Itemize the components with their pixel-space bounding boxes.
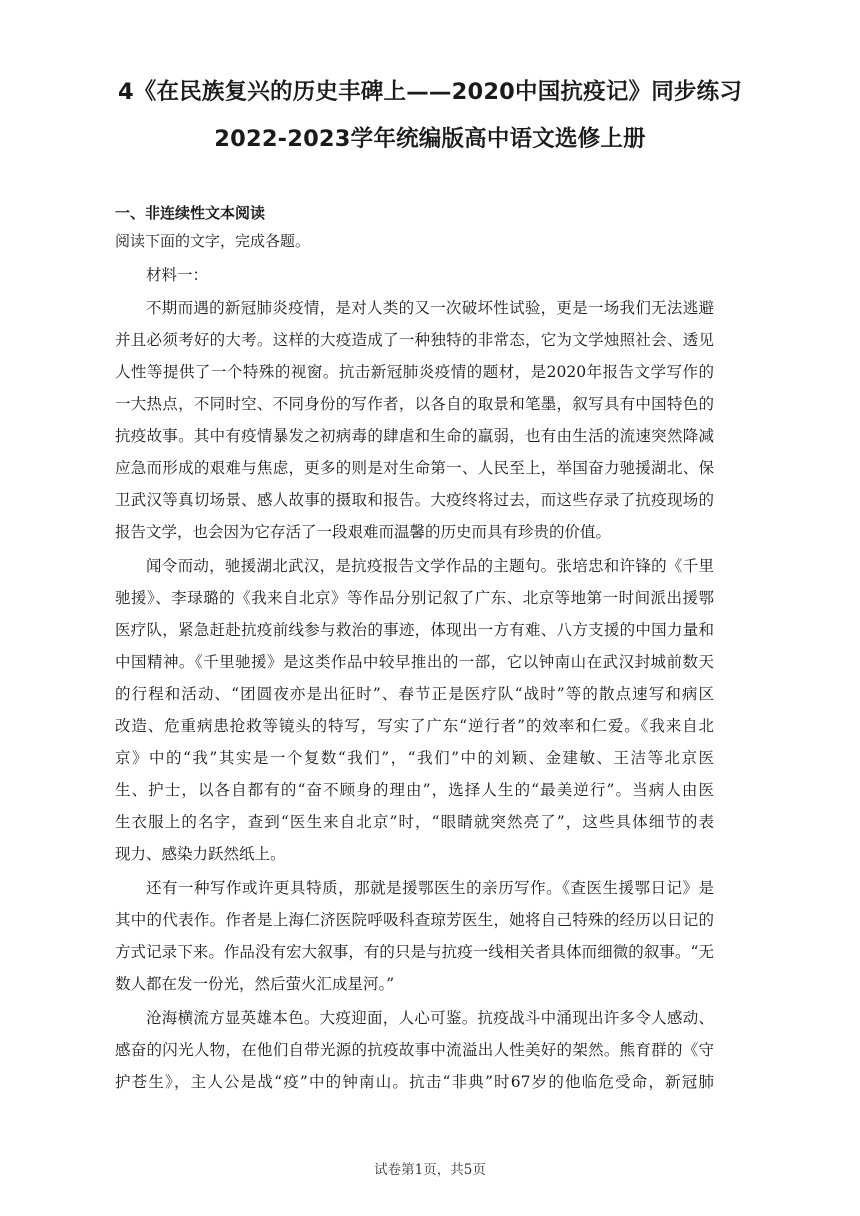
text-line: 一大热点，不同时空、不同身份的写作者，以各自的取景和笔墨，叙写具有中国特色的 [115,395,714,413]
document-title-line-1: 4《在民族复兴的历史丰碑上——2020中国抗疫记》同步练习 [117,79,743,105]
text-line: 人性等提供了一个特殊的视窗。抗击新冠肺炎疫情的题材，是2020年报告文学写作的 [115,363,714,381]
text-line: 护苍生》，主人公是战“疫”中的钟南山。抗击“非典”时67岁的他临危受命，新冠肺 [115,1073,714,1091]
text-line: 现力、感染力跃然纸上。 [115,845,286,863]
instruction-text: 阅读下面的文字，完成各题。 [115,232,311,250]
text-line: 医疗队，紧急赶赴抗疫前线参与救治的事迹，体现出一方有难、八方支援的中国力量和 [115,621,714,639]
material-label: 材料一： [146,266,209,284]
text-line: 数人都在发一份光，然后萤火汇成星河。” [115,975,395,993]
section-heading: 一、非连续性文本阅读 [115,204,266,222]
text-line: 并且必须考好的大考。这样的大疫造成了一种独特的非常态，它为文学烛照社会、透见 [115,331,714,349]
document-title-line-2: 2022-2023学年统编版高中语文选修上册 [214,126,646,152]
text-line: 改造、危重病患抢救等镜头的特写，写实了广东“逆行者”的效率和仁爱。《我来自北 [115,717,714,735]
text-line: 报告文学，也会因为它存活了一段艰难而温馨的历史而具有珍贵的价值。 [115,523,612,541]
text-line: 京》中的“我”其实是一个复数“我们”，“我们”中的刘颖、金建敏、王洁等北京医 [115,749,714,767]
text-line: 还有一种写作或许更具特质，那就是援鄂医生的亲历写作。《查医生援鄂日记》是 [146,879,714,897]
text-line: 驰援》、李琭璐的《我来自北京》等作品分别记叙了广东、北京等地第一时间派出援鄂 [115,589,714,607]
text-line: 卫武汉等真切场景、感人故事的摄取和报告。大疫终将过去，而这些存录了抗疫现场的 [115,491,714,509]
text-line: 闻令而动，驰援湖北武汉，是抗疫报告文学作品的主题句。张培忠和许锋的《千里 [146,557,714,575]
text-line: 抗疫故事。其中有疫情暴发之初病毒的肆虐和生命的羸弱，也有由生活的流速突然降减 [115,427,714,445]
text-line: 中国精神。《千里驰援》是这类作品中较早推出的一部，它以钟南山在武汉封城前数天 [115,653,714,671]
page-footer: 试卷第1页，共5页 [374,1162,486,1178]
text-line: 感奋的闪光人物，在他们自带光源的抗疫故事中流溢出人性美好的架然。熊育群的《守 [115,1041,714,1059]
text-line: 沧海横流方显英雄本色。大疫迎面，人心可鉴。抗疫战斗中涌现出许多令人感动、 [146,1009,714,1027]
text-line: 方式记录下来。作品没有宏大叙事，有的只是与抗疫一线相关者具体而细微的叙事。“无 [115,943,714,961]
text-line: 的行程和活动、“团圆夜亦是出征时”、春节正是医疗队“战时”等的散点速写和病区 [115,685,714,703]
text-line: 生、护士，以各自都有的“奋不顾身的理由”，选择人生的“最美逆行”。当病人由医 [115,781,714,799]
text-line: 生衣服上的名字，查到“医生来自北京”时，“眼睛就突然亮了”，这些具体细节的表 [115,813,714,831]
text-line: 应急而形成的艰难与焦虑，更多的则是对生命第一、人民至上，举国奋力驰援湖北、保 [115,459,714,477]
text-line: 其中的代表作。作者是上海仁济医院呼吸科查琼芳医生，她将自己特殊的经历以日记的 [115,911,714,929]
text-line: 不期而遇的新冠肺炎疫情，是对人类的又一次破坏性试验，更是一场我们无法逃避 [146,299,714,317]
